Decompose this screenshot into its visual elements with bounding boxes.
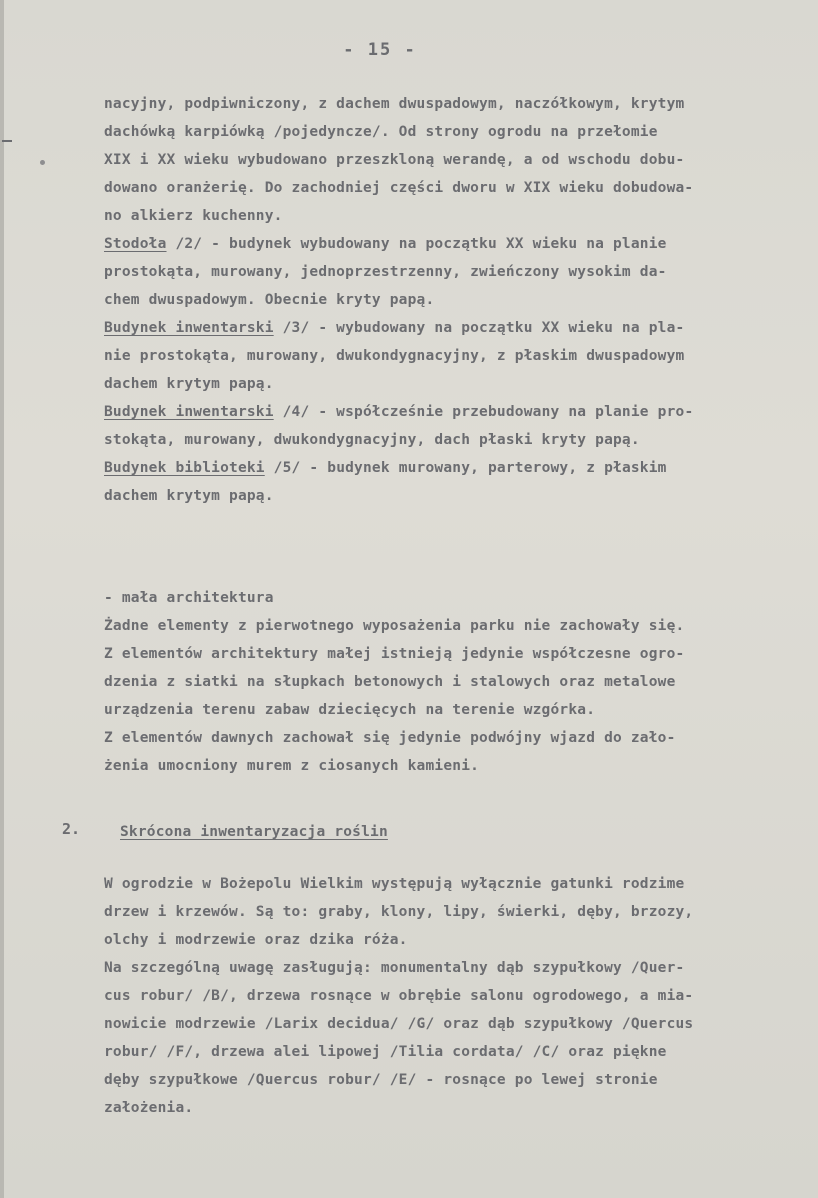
text-line — [104, 286, 804, 314]
text-line — [104, 370, 804, 398]
page-number: - 15 - — [343, 40, 417, 60]
text-line — [104, 1066, 804, 1094]
line-text: dęby szypułkowe /Quercus robur/ /E/ - rosnące po lewej stronie — [104, 1072, 658, 1088]
text-line — [104, 724, 804, 752]
text-line — [104, 668, 804, 696]
text-line — [104, 314, 804, 342]
text-line — [104, 696, 804, 724]
line-text: Żadne elementy z pierwotnego wyposażenia parku nie zachowały się. — [104, 618, 685, 634]
text-line — [104, 926, 804, 954]
line-text: Z elementów dawnych zachował się jedynie podwójny wjazd do zało- — [104, 730, 676, 746]
text-line — [104, 870, 804, 898]
text-block — [104, 90, 804, 510]
text-line — [104, 954, 804, 982]
underlined-heading: Budynek inwentarski — [104, 404, 274, 420]
text-block — [104, 870, 804, 1122]
text-line — [104, 202, 804, 230]
line-text: /4/ - współcześnie przebudowany na planie pro- — [273, 404, 694, 420]
line-text: dachem krytym papą. — [104, 376, 274, 392]
line-text: żenia umocniony murem z ciosanych kamieni. — [104, 758, 480, 774]
line-text: dachówką karpiówką /pojedyncze/. Od strony ogrodu na przełomie — [104, 124, 658, 140]
text-line — [104, 752, 804, 780]
text-line — [104, 454, 804, 482]
section-number: 2. — [62, 820, 81, 838]
underlined-heading: Budynek inwentarski — [104, 320, 274, 336]
text-line — [104, 118, 804, 146]
line-text: /2/ - budynek wybudowany na początku XX wieku na planie — [166, 236, 667, 252]
line-text: nie prostokąta, murowany, dwukondygnacyjny, z płaskim dwuspadowym — [104, 348, 685, 364]
text-line — [104, 1010, 804, 1038]
text-line — [104, 482, 804, 510]
text-line — [104, 342, 804, 370]
line-text: urządzenia terenu zabaw dziecięcych na terenie wzgórka. — [104, 702, 596, 718]
text-block — [120, 818, 818, 846]
line-text: nacyjny, podpiwniczony, z dachem dwuspadowym, naczółkowym, krytym — [104, 96, 685, 112]
underlined-heading: Stodoła — [104, 236, 167, 252]
text-line — [120, 818, 818, 846]
line-text: dowano oranżerię. Do zachodniej części dworu w XIX wieku dobudowa- — [104, 180, 694, 196]
text-block — [104, 584, 804, 780]
line-text: założenia. — [104, 1100, 194, 1116]
line-text: drzew i krzewów. Są to: graby, klony, lipy, świerki, dęby, brzozy, — [104, 904, 694, 920]
punch-hole — [40, 160, 45, 165]
line-text: dzenia z siatki na słupkach betonowych i stalowych oraz metalowe — [104, 674, 676, 690]
text-line — [104, 258, 804, 286]
text-line — [104, 230, 804, 258]
text-line — [104, 612, 804, 640]
line-text: stokąta, murowany, dwukondygnacyjny, dach płaski kryty papą. — [104, 432, 640, 448]
line-text: dachem krytym papą. — [104, 488, 274, 504]
text-line — [104, 898, 804, 926]
text-line — [104, 584, 804, 612]
line-text: cus robur/ /B/, drzewa rosnące w obrębie salonu ogrodowego, a mia- — [104, 988, 694, 1004]
text-line — [104, 982, 804, 1010]
line-text: XIX i XX wieku wybudowano przeszkloną werandę, a od wschodu dobu- — [104, 152, 685, 168]
margin-mark — [2, 140, 12, 142]
text-line — [104, 1094, 804, 1122]
line-text: /5/ - budynek murowany, parterowy, z płaskim — [264, 460, 667, 476]
text-line — [104, 1038, 804, 1066]
line-text: robur/ /F/, drzewa alei lipowej /Tilia cordata/ /C/ oraz piękne — [104, 1044, 667, 1060]
line-text: W ogrodzie w Bożepolu Wielkim występują wyłącznie gatunki rodzime — [104, 876, 685, 892]
underlined-heading: Budynek biblioteki — [104, 460, 265, 476]
line-text: - mała architektura — [104, 590, 274, 606]
text-line — [104, 640, 804, 668]
line-text: Z elementów architektury małej istnieją jedynie współczesne ogro- — [104, 646, 685, 662]
underlined-heading: Skrócona inwentaryzacja roślin — [120, 824, 388, 840]
line-text: no alkierz kuchenny. — [104, 208, 283, 224]
line-text: Na szczególną uwagę zasługują: monumentalny dąb szypułkowy /Quer- — [104, 960, 685, 976]
line-text: nowicie modrzewie /Larix decidua/ /G/ oraz dąb szypułkowy /Quercus — [104, 1016, 694, 1032]
text-line — [104, 90, 804, 118]
line-text: prostokąta, murowany, jednoprzestrzenny, zwieńczony wysokim da- — [104, 264, 667, 280]
text-line — [104, 174, 804, 202]
text-line — [104, 146, 804, 174]
line-text: chem dwuspadowym. Obecnie kryty papą. — [104, 292, 435, 308]
text-line — [104, 398, 804, 426]
text-line — [104, 426, 804, 454]
line-text: olchy i modrzewie oraz dzika róża. — [104, 932, 408, 948]
line-text: /3/ - wybudowany na początku XX wieku na pla- — [273, 320, 685, 336]
